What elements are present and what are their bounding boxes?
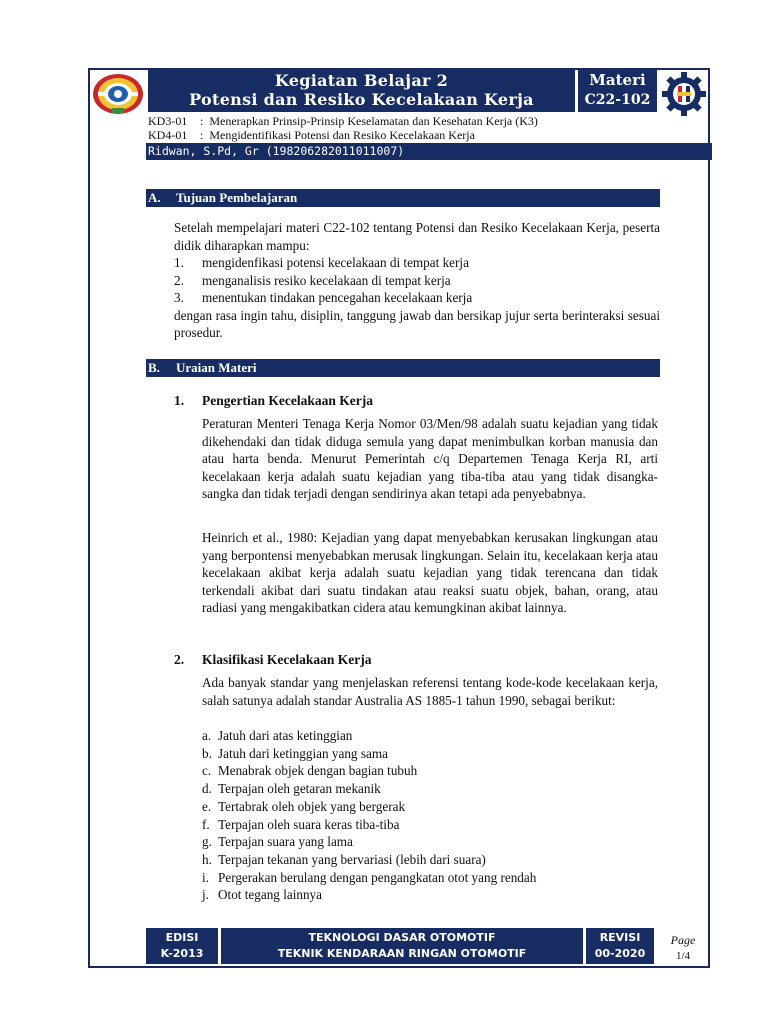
page-number: 1/4 — [675, 950, 691, 962]
section-a-closing: dengan rasa ingin tahu, disiplin, tanggung jawab dan bersikap jujur serta berinteraksi sesuai prosedur. — [174, 307, 660, 340]
list-item: i. Pergerakan berulang dengan pengangkatan otot yang rendah — [202, 869, 537, 885]
kd-text: Mengidentifikasi Potensi dan Resiko Kecelakaan Kerja — [209, 128, 475, 142]
revisi-value: 00-2020 — [594, 947, 646, 960]
kd-separator: : — [200, 128, 204, 142]
list-item: 3. menentukan tindakan pencegahan kecelakaan kerja — [174, 290, 473, 305]
list-item: a. Jatuh dari atas ketinggian — [202, 728, 353, 743]
classification-list — [202, 727, 536, 904]
revisi-label: REVISI — [599, 931, 641, 944]
subsection-1-paragraph-1: Peraturan Menteri Tenaga Kerja Nomor 03/Men/98 adalah suatu kejadian yang tidak dikehendaki dan tidak diduga semula yang dapat menimbulkan korban manusia dan atau harta benda. Menurut Pemerintah c/q Departemen Tenaga Kerja RI, arti kecelakaan kerja adalah suatu kejadian yang tiba-tiba atau yang tidak disangka-sangka dan tidak terjadi dengan sendirinya akan tetapi ada penyebabnya. — [202, 416, 658, 501]
list-item: 1. mengidenfikasi potensi kecelakaan di tempat kerja — [174, 255, 469, 270]
list-item: j. Otot tegang lainnya — [202, 887, 323, 903]
section-letter: A. — [148, 190, 161, 205]
kd-separator: : — [200, 114, 204, 128]
page-label: Page — [670, 933, 696, 947]
materi-box — [578, 70, 657, 112]
kd-code: KD4-01 — [148, 128, 188, 142]
list-item: f. Terpajan oleh suara keras tiba-tiba — [202, 816, 400, 832]
gear-logo-icon — [660, 70, 708, 118]
list-item: g. Terpajan suara yang lama — [202, 834, 353, 850]
kd-code: KD3-01 — [148, 114, 188, 128]
kd-line-1 — [148, 114, 538, 128]
school-logo-icon — [92, 72, 144, 116]
section-b-header — [146, 359, 660, 377]
kd-line-2 — [148, 128, 475, 142]
footer-subject: TEKNOLOGI DASAR OTOMOTIF — [308, 931, 496, 944]
footer-edisi-box — [146, 928, 218, 964]
list-item: 2. menganalisis resiko kecelakaan di tempat kerja — [174, 272, 451, 288]
page-number-box — [657, 929, 709, 965]
section-a-intro: Setelah mempelajari materi C22-102 tentang Potensi dan Resiko Kecelakaan Kerja, peserta didik diharapkan mampu: — [174, 220, 660, 253]
subsection-1-paragraph-2: Heinrich et al., 1980: Kejadian yang dapat menyebabkan kerusakan lingkungan atau yang berpontensi menyebabkan merusak lingkungan. Selain itu, kecelakaan kerja atau kecelakaan akibat kerja adalah suatu kejadian yang tidak terencana dan tidak terkendali akibat dari suatu tindakan atau reaksi suatu objek, bahan, orang, atau radiasi yang mengakibatkan cidera atau kemungkinan akibat lainnya. — [202, 530, 658, 615]
section-title: Tujuan Pembelajaran — [176, 190, 298, 205]
materi-code: C22-102 — [584, 92, 651, 108]
section-title: Uraian Materi — [176, 360, 257, 375]
list-item: c. Menabrak objek dengan bagian tubuh — [202, 763, 418, 779]
subsection-1-title: 1. Pengertian Kecelakaan Kerja — [174, 393, 373, 408]
list-item: e. Tertabrak oleh objek yang bergerak — [202, 798, 406, 814]
edisi-value: K-2013 — [160, 947, 204, 960]
author-bar: Ridwan, S.Pd, Gr (198206282011011007) — [146, 143, 712, 160]
list-item: h. Terpajan tekanan yang bervariasi (lebih dari suara) — [202, 851, 486, 867]
document-title-line1: Kegiatan Belajar 2 — [274, 71, 449, 90]
section-a-body — [174, 219, 660, 342]
subsection-2-paragraph: Ada banyak standar yang menjelaskan referensi tentang kode-kode kecelakaan kerja, salah satunya adalah standar Australia AS 1885-1 tahun 1990, sebagai berikut: — [202, 675, 658, 708]
footer-program: TEKNIK KENDARAAN RINGAN OTOMOTIF — [277, 947, 527, 960]
list-item: b. Jatuh dari ketinggian yang sama — [202, 745, 388, 761]
edisi-label: EDISI — [165, 931, 199, 944]
kd-text: Menerapkan Prinsip-Prinsip Keselamatan dan Kesehatan Kerja (K3) — [209, 114, 538, 128]
subsection-2-title: 2. Klasifikasi Kecelakaan Kerja — [174, 652, 372, 667]
section-a-header — [146, 189, 660, 207]
document-title-line2: Potensi dan Resiko Kecelakaan Kerja — [189, 90, 534, 109]
section-letter: B. — [148, 360, 160, 375]
footer-revisi-box — [586, 928, 654, 964]
materi-label: Materi — [589, 71, 646, 89]
document-title-box — [148, 70, 575, 112]
list-item: d. Terpajan oleh getaran mekanik — [202, 781, 381, 797]
footer-program-box — [221, 928, 583, 964]
